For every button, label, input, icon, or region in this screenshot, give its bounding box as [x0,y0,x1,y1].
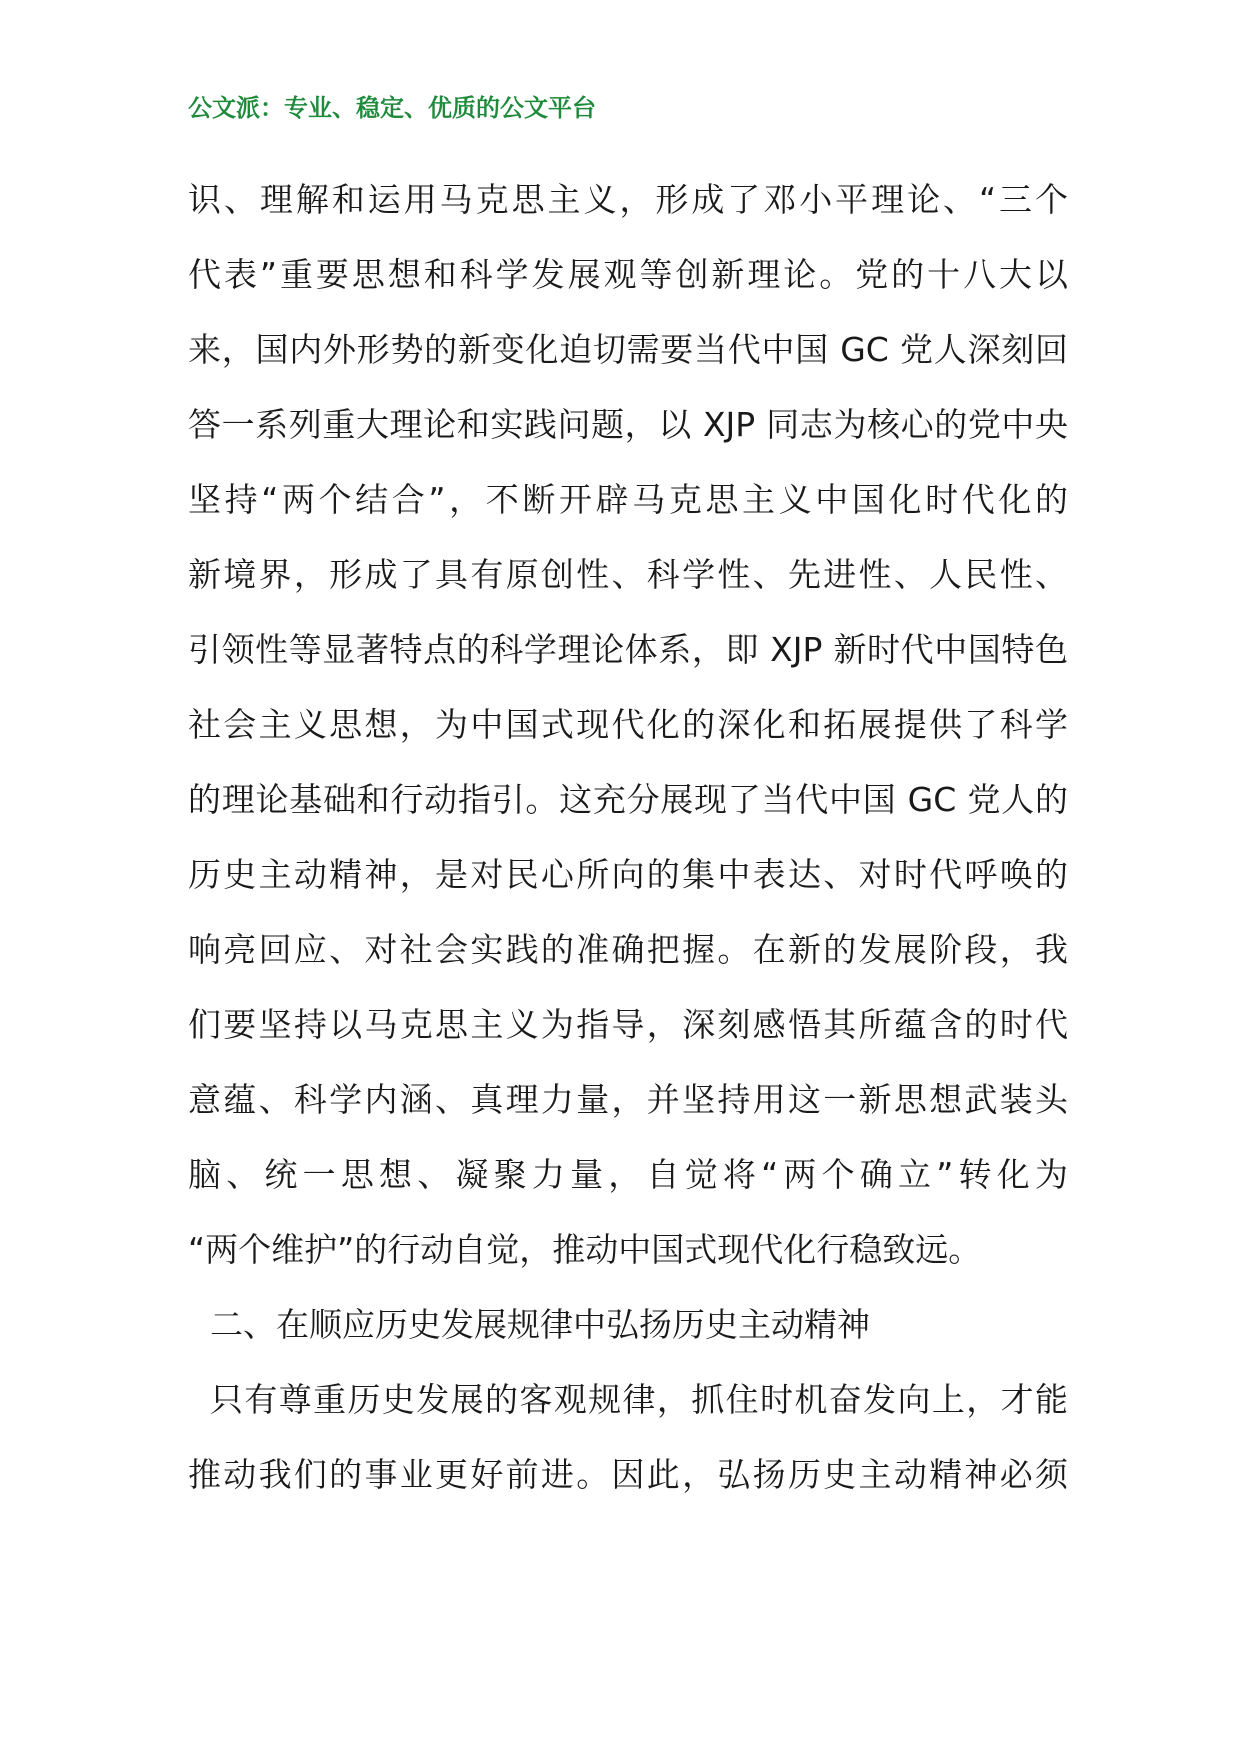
body-line: 引领性等显著特点的科学理论体系，即 XJP 新时代中国特色 [188,630,1068,669]
body-line: 推动我们的事业更好前进。因此，弘扬历史主动精神必须 [188,1455,1068,1494]
body-line: 意蕴、科学内涵、真理力量，并坚持用这一新思想武装头 [188,1080,1068,1119]
header-banner: 公文派：专业、稳定、优质的公文平台 [188,94,596,122]
document-body [188,162,1068,1512]
body-line: 们要坚持以马克思主义为指导，深刻感悟其所蕴含的时代 [188,1005,1068,1044]
body-line: 识、理解和运用马克思主义，形成了邓小平理论、“三个 [188,180,1068,219]
body-line: “两个维护”的行动自觉，推动中国式现代化行稳致远。 [188,1230,982,1269]
body-line: 脑、统一思想、凝聚力量，自觉将“两个确立”转化为 [188,1155,1068,1194]
section-heading: 二、在顺应历史发展规律中弘扬历史主动精神 [210,1305,870,1344]
body-line: 响亮回应、对社会实践的准确把握。在新的发展阶段，我 [188,930,1068,969]
body-line: 的理论基础和行动指引。这充分展现了当代中国 GC 党人的 [188,780,1068,819]
body-line: 来，国内外形势的新变化迫切需要当代中国 GC 党人深刻回 [188,330,1068,369]
body-line: 代表”重要思想和科学发展观等创新理论。党的十八大以 [188,255,1068,294]
body-line: 答一系列重大理论和实践问题，以 XJP 同志为核心的党中央 [188,405,1068,444]
body-line: 坚持“两个结合”，不断开辟马克思主义中国化时代化的 [188,480,1068,519]
body-line: 历史主动精神，是对民心所向的集中表达、对时代呼唤的 [188,855,1068,894]
body-line: 新境界，形成了具有原创性、科学性、先进性、人民性、 [188,555,1068,594]
body-line: 只有尊重历史发展的客观规律，抓住时机奋发向上，才能 [210,1380,1068,1419]
body-line: 社会主义思想，为中国式现代化的深化和拓展提供了科学 [188,705,1068,744]
